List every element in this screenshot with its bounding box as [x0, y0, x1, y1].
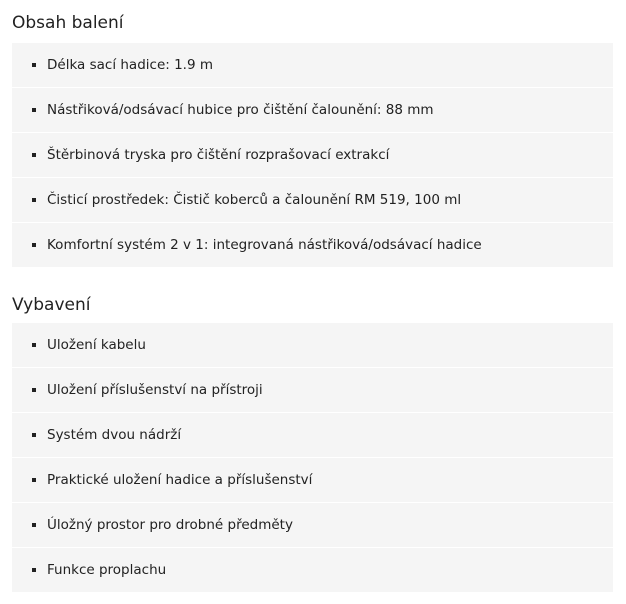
package-contents-list	[12, 43, 613, 267]
bullet-icon	[32, 523, 36, 527]
list-item	[12, 88, 613, 133]
list-item	[12, 503, 613, 548]
list-item-text: Čisticí prostředek: Čistič koberců a čalounění RM 519, 100 ml	[47, 192, 462, 208]
list-item	[12, 323, 613, 368]
bullet-icon	[32, 433, 36, 437]
list-item	[12, 413, 613, 458]
list-item	[12, 43, 613, 88]
list-item-text: Uložení příslušenství na přístroji	[47, 382, 263, 398]
bullet-icon	[32, 568, 36, 572]
list-item-text: Komfortní systém 2 v 1: integrovaná nástřiková/odsávací hadice	[47, 237, 482, 253]
list-item-text: Délka sací hadice: 1.9 m	[47, 57, 213, 73]
bullet-icon	[32, 108, 36, 112]
bullet-icon	[32, 343, 36, 347]
equipment-list	[12, 323, 613, 592]
bullet-icon	[32, 388, 36, 392]
list-item	[12, 458, 613, 503]
bullet-icon	[32, 243, 36, 247]
list-item-text: Nástřiková/odsávací hubice pro čištění čalounění: 88 mm	[47, 102, 434, 118]
list-item	[12, 548, 613, 592]
list-item	[12, 223, 613, 267]
list-item-text: Funkce proplachu	[47, 562, 167, 578]
package-contents-heading: Obsah balení	[12, 13, 124, 33]
bullet-icon	[32, 63, 36, 67]
list-item	[12, 178, 613, 223]
list-item-text: Systém dvou nádrží	[47, 427, 182, 443]
equipment-heading: Vybavení	[12, 295, 91, 315]
bullet-icon	[32, 153, 36, 157]
bullet-icon	[32, 198, 36, 202]
list-item-text: Uložení kabelu	[47, 337, 146, 353]
list-item	[12, 368, 613, 413]
list-item-text: Úložný prostor pro drobné předměty	[47, 517, 293, 533]
list-item	[12, 133, 613, 178]
list-item-text: Štěrbinová tryska pro čištění rozprašovací extrakcí	[47, 147, 390, 163]
list-item-text: Praktické uložení hadice a příslušenství	[47, 472, 313, 488]
bullet-icon	[32, 478, 36, 482]
